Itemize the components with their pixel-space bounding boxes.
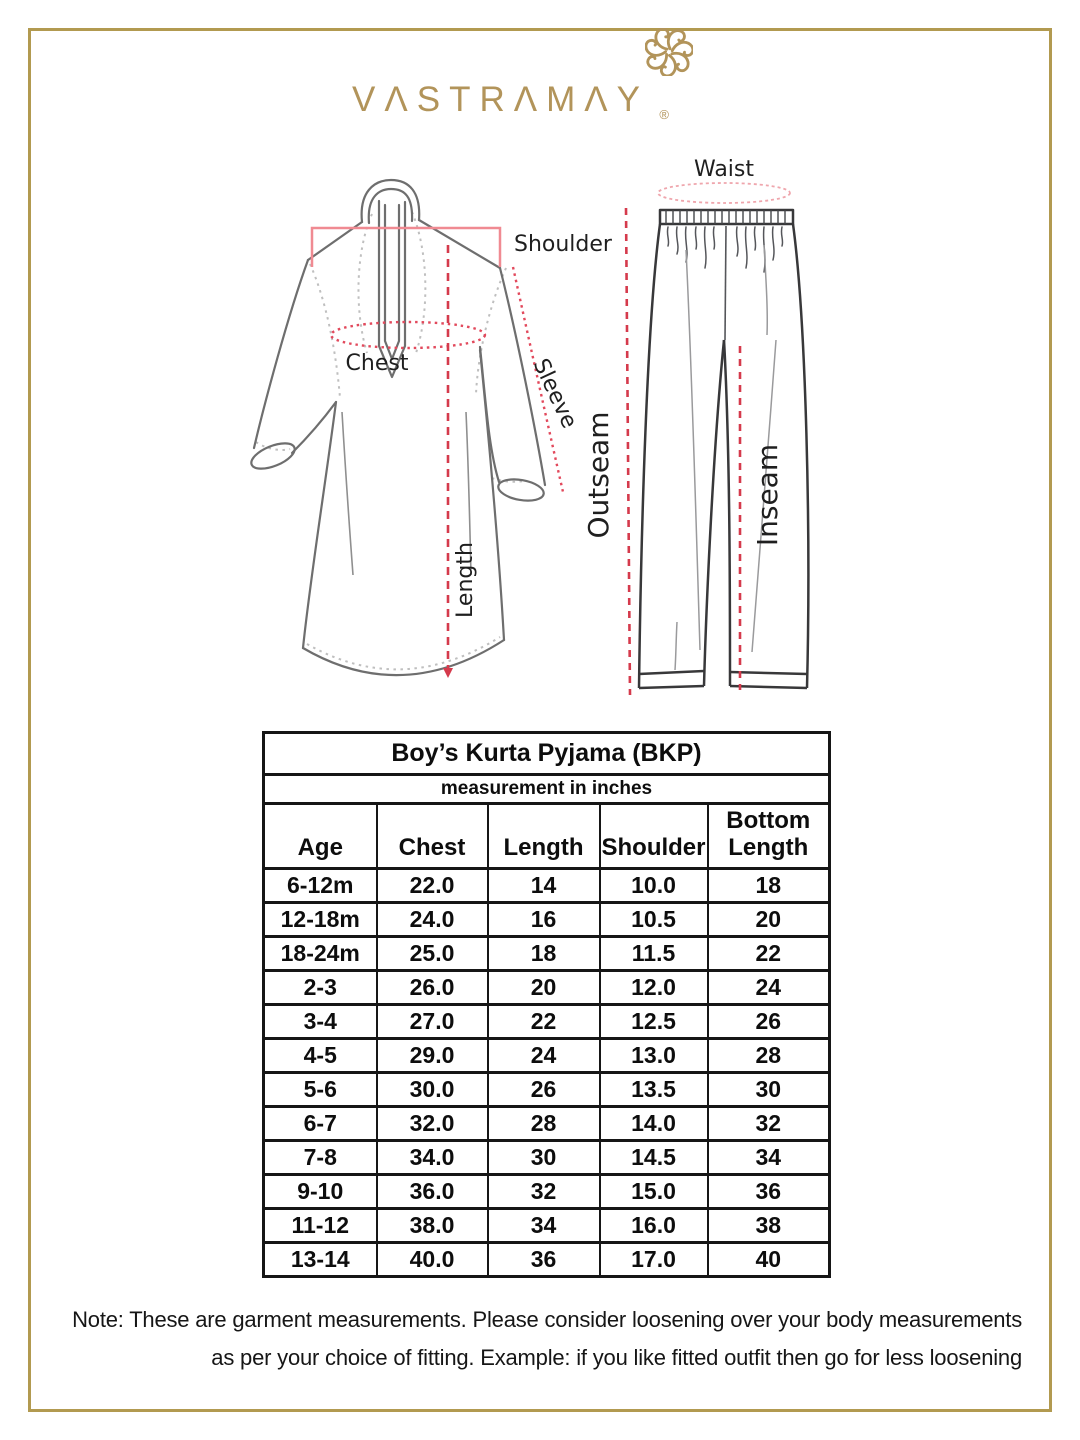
brand-logo-text: VΛSTRΛMΛY — [352, 80, 649, 119]
column-header: Length — [488, 804, 600, 869]
table-subtitle: measurement in inches — [264, 775, 830, 804]
note-line-2: as per your choice of fitting. Example: if you like fitted outfit then go for less loosening — [211, 1345, 1022, 1370]
sleeve-label: Sleeve — [527, 354, 582, 433]
table-subtitle-row — [264, 775, 830, 804]
size-cell: 25.0 — [377, 937, 488, 971]
size-row — [264, 1141, 830, 1175]
size-chart-table — [262, 731, 831, 1278]
size-cell: 22.0 — [377, 869, 488, 903]
size-cell: 11.5 — [600, 937, 708, 971]
size-cell: 7-8 — [264, 1141, 377, 1175]
size-cell: 32 — [708, 1107, 830, 1141]
size-row — [264, 1175, 830, 1209]
size-cell: 12-18m — [264, 903, 377, 937]
size-cell: 18 — [488, 937, 600, 971]
registered-trademark: ® — [659, 107, 669, 122]
column-header: Bottom Length — [708, 804, 830, 869]
size-cell: 36.0 — [377, 1175, 488, 1209]
size-row — [264, 1039, 830, 1073]
size-cell: 34 — [708, 1141, 830, 1175]
kurta-diagram — [248, 180, 613, 678]
column-header: Chest — [377, 804, 488, 869]
size-cell: 14 — [488, 869, 600, 903]
size-cell: 4-5 — [264, 1039, 377, 1073]
chest-label: Chest — [345, 351, 409, 376]
size-cell: 10.5 — [600, 903, 708, 937]
table-title: Boy’s Kurta Pyjama (BKP) — [264, 733, 830, 775]
size-row — [264, 1243, 830, 1277]
size-cell: 20 — [488, 971, 600, 1005]
size-cell: 17.0 — [600, 1243, 708, 1277]
size-cell: 12.5 — [600, 1005, 708, 1039]
size-row — [264, 903, 830, 937]
size-cell: 36 — [488, 1243, 600, 1277]
size-cell: 32.0 — [377, 1107, 488, 1141]
size-cell: 26.0 — [377, 971, 488, 1005]
pyjama-diagram — [582, 157, 808, 695]
size-cell: 12.0 — [600, 971, 708, 1005]
column-header: Age — [264, 804, 377, 869]
size-cell: 24 — [708, 971, 830, 1005]
size-cell: 16.0 — [600, 1209, 708, 1243]
waist-label: Waist — [693, 157, 755, 182]
shoulder-label: Shoulder — [514, 232, 612, 257]
size-cell: 13.0 — [600, 1039, 708, 1073]
size-cell: 18 — [708, 869, 830, 903]
size-cell: 22 — [708, 937, 830, 971]
size-cell: 9-10 — [264, 1175, 377, 1209]
size-cell: 32 — [488, 1175, 600, 1209]
size-cell: 16 — [488, 903, 600, 937]
size-cell: 3-4 — [264, 1005, 377, 1039]
garment-measurement-diagram — [240, 150, 860, 720]
size-cell: 20 — [708, 903, 830, 937]
size-cell: 5-6 — [264, 1073, 377, 1107]
size-cell: 26 — [708, 1005, 830, 1039]
size-cell: 29.0 — [377, 1039, 488, 1073]
size-row — [264, 1005, 830, 1039]
size-cell: 28 — [708, 1039, 830, 1073]
size-cell: 22 — [488, 1005, 600, 1039]
size-cell: 15.0 — [600, 1175, 708, 1209]
brand-emblem-icon — [645, 28, 693, 76]
size-cell: 24 — [488, 1039, 600, 1073]
brand-logo — [352, 80, 669, 122]
size-cell: 38.0 — [377, 1209, 488, 1243]
table-title-row — [264, 733, 830, 775]
size-cell: 40.0 — [377, 1243, 488, 1277]
size-cell: 27.0 — [377, 1005, 488, 1039]
outseam-label: Outseam — [582, 411, 615, 539]
size-row — [264, 869, 830, 903]
inseam-label: Inseam — [751, 443, 784, 547]
size-cell: 34.0 — [377, 1141, 488, 1175]
size-cell: 13.5 — [600, 1073, 708, 1107]
size-cell: 6-7 — [264, 1107, 377, 1141]
size-cell: 6-12m — [264, 869, 377, 903]
size-cell: 14.5 — [600, 1141, 708, 1175]
size-row — [264, 1073, 830, 1107]
size-cell: 26 — [488, 1073, 600, 1107]
note-line-1: Note: These are garment measurements. Please consider loosening over your body measurements — [72, 1307, 1022, 1332]
size-cell: 13-14 — [264, 1243, 377, 1277]
size-cell: 40 — [708, 1243, 830, 1277]
size-row — [264, 971, 830, 1005]
size-cell: 24.0 — [377, 903, 488, 937]
size-cell: 10.0 — [600, 869, 708, 903]
size-row — [264, 1209, 830, 1243]
size-cell: 14.0 — [600, 1107, 708, 1141]
length-label: Length — [453, 542, 478, 618]
column-header: Shoulder — [600, 804, 708, 869]
size-cell: 11-12 — [264, 1209, 377, 1243]
size-row — [264, 937, 830, 971]
size-cell: 2-3 — [264, 971, 377, 1005]
size-cell: 30 — [708, 1073, 830, 1107]
size-row — [264, 1107, 830, 1141]
size-cell: 30.0 — [377, 1073, 488, 1107]
size-cell: 18-24m — [264, 937, 377, 971]
size-cell: 38 — [708, 1209, 830, 1243]
measurement-note — [55, 1301, 1022, 1377]
size-cell: 34 — [488, 1209, 600, 1243]
table-header-row — [264, 804, 830, 869]
size-cell: 28 — [488, 1107, 600, 1141]
size-cell: 36 — [708, 1175, 830, 1209]
size-cell: 30 — [488, 1141, 600, 1175]
